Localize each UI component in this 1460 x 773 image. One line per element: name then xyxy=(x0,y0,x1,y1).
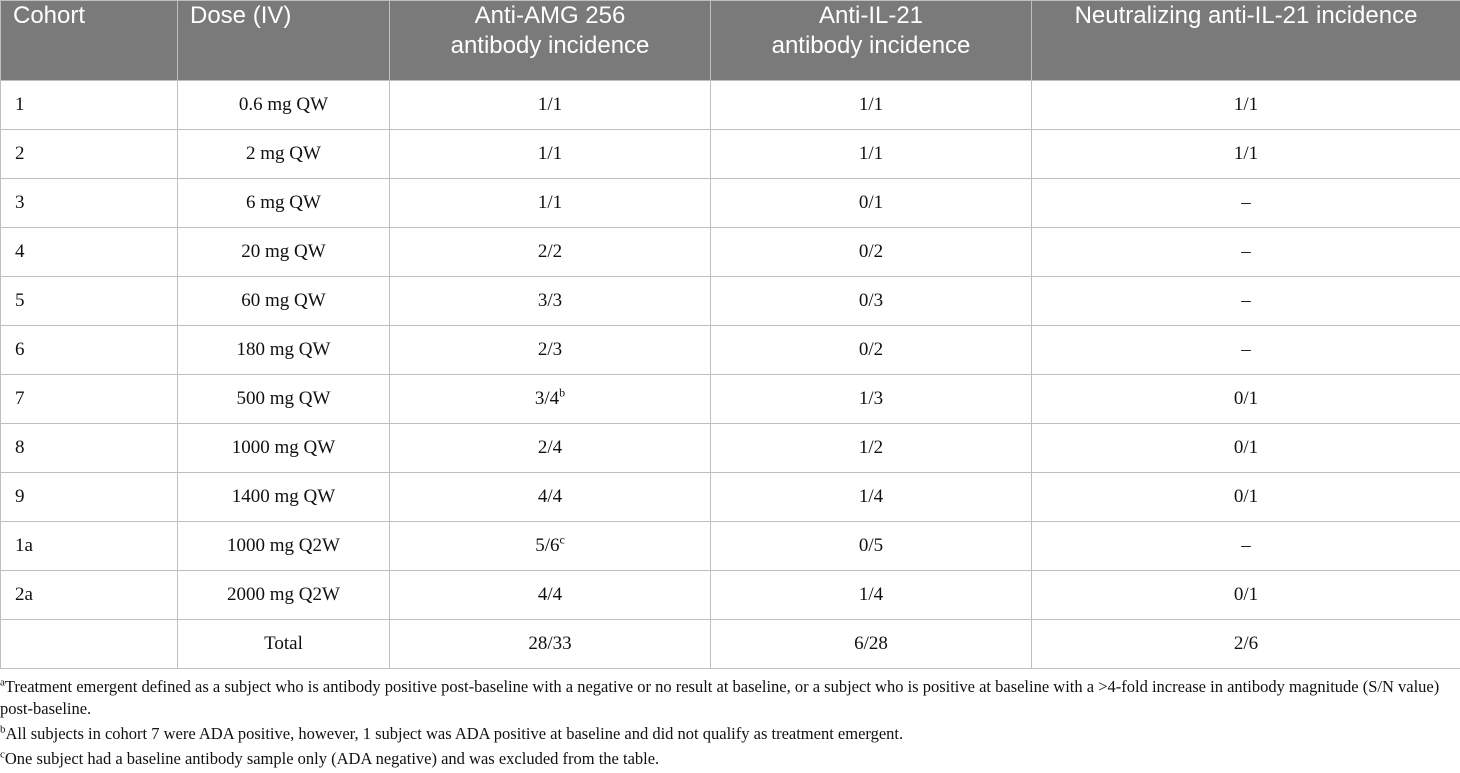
neutralizing-cell xyxy=(1032,424,1460,473)
table-row xyxy=(1,522,1460,571)
anti-il21-cell-value: 0/3 xyxy=(858,290,884,311)
neutralizing-cell-value: – xyxy=(1241,339,1251,360)
cohort-cell xyxy=(1,522,178,571)
anti-amg256-cell-value: 2/4 xyxy=(537,437,563,458)
dose-cell-value: 6 mg QW xyxy=(246,192,321,213)
anti-il21-cell-value: 1/3 xyxy=(858,388,884,409)
anti-amg256-cell xyxy=(390,375,711,424)
dose-cell xyxy=(178,522,390,571)
cohort-cell-value: 1a xyxy=(15,535,33,556)
dose-cell-value: 2 mg QW xyxy=(246,143,321,164)
header-anti-amg256 xyxy=(390,1,711,81)
footnote-a xyxy=(0,676,1460,720)
anti-amg256-cell-value: 1/1 xyxy=(537,94,563,115)
dose-cell-value: 180 mg QW xyxy=(236,339,331,360)
anti-il21-cell-value: 0/2 xyxy=(858,241,884,262)
neutralizing-cell xyxy=(1032,130,1460,179)
anti-amg256-cell-value: 1/1 xyxy=(537,143,563,164)
anti-il21-cell xyxy=(711,130,1032,179)
neutralizing-cell-value: – xyxy=(1241,192,1251,213)
anti-il21-cell-value: 1/1 xyxy=(858,143,884,164)
anti-amg256-cell xyxy=(390,81,711,130)
anti-amg256-cell xyxy=(390,130,711,179)
table-row xyxy=(1,571,1460,620)
anti-il21-cell xyxy=(711,375,1032,424)
anti-il21-cell xyxy=(711,326,1032,375)
dose-cell-value: 0.6 mg QW xyxy=(238,94,329,115)
dose-cell-value: 1000 mg QW xyxy=(231,437,336,458)
neutralizing-cell xyxy=(1032,375,1460,424)
dose-cell xyxy=(178,424,390,473)
dose-cell-value: 20 mg QW xyxy=(241,241,326,262)
header-line: Neutralizing anti-IL-21 incidence xyxy=(1074,2,1418,29)
cohort-cell-value: 9 xyxy=(15,486,25,507)
header-anti-il21 xyxy=(711,1,1032,81)
table-row xyxy=(1,375,1460,424)
cohort-cell xyxy=(1,571,178,620)
header-line: Anti-IL-21 xyxy=(818,2,924,29)
footnote-text: One subject had a baseline antibody sample only (ADA negative) and was excluded from the table. xyxy=(4,749,660,768)
neutralizing-cell-value: 1/1 xyxy=(1233,143,1259,164)
table-row xyxy=(1,130,1460,179)
neutralizing-cell xyxy=(1032,81,1460,130)
cohort-cell-value: 5 xyxy=(15,290,25,311)
footnote-text: Treatment emergent defined as a subject who is antibody positive post-baseline with a negative or no result at baseline, or a subject who is positive at baseline with a >4-fold increase in antibody magnitude (S/N value) post-baseline. xyxy=(0,677,1440,718)
dose-cell-value: 60 mg QW xyxy=(241,290,326,311)
neutralizing-cell xyxy=(1032,179,1460,228)
footnote-text: All subjects in cohort 7 were ADA positive, however, 1 subject was ADA positive at baseline and did not qualify as treatment emergent. xyxy=(5,724,904,743)
cohort-cell xyxy=(1,326,178,375)
anti-amg256-cell xyxy=(390,522,711,571)
table-row xyxy=(1,277,1460,326)
anti-amg256-cell-value: 28/33 xyxy=(528,633,572,654)
anti-il21-cell-value: 1/1 xyxy=(858,94,884,115)
cohort-cell xyxy=(1,620,178,669)
cohort-cell-value: 2 xyxy=(15,143,25,164)
anti-il21-cell xyxy=(711,522,1032,571)
anti-il21-cell-value: 0/5 xyxy=(858,535,884,556)
anti-amg256-cell-value: 2/3 xyxy=(537,339,563,360)
neutralizing-cell-value: 0/1 xyxy=(1233,437,1259,458)
dose-cell xyxy=(178,620,390,669)
dose-cell xyxy=(178,473,390,522)
anti-il21-cell xyxy=(711,277,1032,326)
anti-amg256-cell-value: 4/4 xyxy=(537,486,563,507)
anti-amg256-cell xyxy=(390,571,711,620)
dose-cell-value: 1000 mg Q2W xyxy=(227,535,340,556)
anti-il21-cell-value: 6/28 xyxy=(854,633,888,654)
cohort-cell-value: 7 xyxy=(15,388,25,409)
anti-amg256-cell xyxy=(390,228,711,277)
footnotes xyxy=(0,676,1460,773)
anti-il21-cell xyxy=(711,179,1032,228)
anti-il21-cell xyxy=(711,228,1032,277)
neutralizing-cell-value: 0/1 xyxy=(1233,388,1259,409)
table-row xyxy=(1,81,1460,130)
cohort-cell xyxy=(1,179,178,228)
neutralizing-cell-value: – xyxy=(1241,535,1251,556)
cohort-cell xyxy=(1,375,178,424)
anti-il21-cell xyxy=(711,81,1032,130)
footnote-c xyxy=(0,748,1460,770)
header-line: Dose (IV) xyxy=(190,2,292,29)
dose-cell xyxy=(178,81,390,130)
footnote-mark: b xyxy=(0,723,6,736)
cohort-cell-value: 2a xyxy=(15,584,33,605)
neutralizing-cell-value: – xyxy=(1241,241,1251,262)
neutralizing-cell-value: 1/1 xyxy=(1233,94,1259,115)
anti-amg256-cell-value: 2/2 xyxy=(537,241,563,262)
anti-amg256-cell xyxy=(390,473,711,522)
neutralizing-cell-value: – xyxy=(1241,290,1251,311)
header-neutralizing xyxy=(1032,1,1460,81)
dose-cell xyxy=(178,375,390,424)
footnote-b xyxy=(0,723,1460,745)
dose-cell xyxy=(178,228,390,277)
anti-amg256-cell xyxy=(390,620,711,669)
footnote-mark: c xyxy=(0,748,5,761)
cohort-cell-value: 1 xyxy=(15,94,25,115)
header-dose xyxy=(178,1,390,81)
anti-il21-cell xyxy=(711,473,1032,522)
header-line: Cohort xyxy=(13,2,86,29)
anti-amg256-cell xyxy=(390,179,711,228)
neutralizing-cell xyxy=(1032,277,1460,326)
table-body xyxy=(1,81,1460,669)
cohort-cell-value: 6 xyxy=(15,339,25,360)
table-row xyxy=(1,620,1460,669)
neutralizing-cell xyxy=(1032,326,1460,375)
dose-cell-value: 1400 mg QW xyxy=(231,486,336,507)
neutralizing-cell-value: 0/1 xyxy=(1233,486,1259,507)
neutralizing-cell-value: 0/1 xyxy=(1233,584,1259,605)
anti-il21-cell xyxy=(711,571,1032,620)
dose-cell-value: 2000 mg Q2W xyxy=(227,584,340,605)
table-row xyxy=(1,424,1460,473)
footnote-mark: a xyxy=(0,676,5,689)
footnote-marker: b xyxy=(559,385,566,400)
anti-amg256-cell-value: 3/4 xyxy=(534,388,560,409)
anti-amg256-cell-value: 5/6 xyxy=(535,535,560,556)
cohort-cell-value: 8 xyxy=(15,437,25,458)
cohort-cell-value: 3 xyxy=(15,192,25,213)
neutralizing-cell xyxy=(1032,620,1460,669)
dose-cell-value: 500 mg QW xyxy=(236,388,331,409)
anti-il21-cell-value: 1/2 xyxy=(858,437,884,458)
header-line: Anti-AMG 256 xyxy=(474,2,626,29)
cohort-cell xyxy=(1,228,178,277)
dose-cell-value: Total xyxy=(264,633,303,654)
dose-cell xyxy=(178,179,390,228)
cohort-cell xyxy=(1,424,178,473)
anti-amg256-cell xyxy=(390,326,711,375)
anti-amg256-cell-value: 4/4 xyxy=(537,584,563,605)
table-row xyxy=(1,228,1460,277)
neutralizing-cell xyxy=(1032,522,1460,571)
anti-il21-cell-value: 0/2 xyxy=(858,339,884,360)
cohort-cell xyxy=(1,130,178,179)
neutralizing-cell xyxy=(1032,228,1460,277)
cohort-cell xyxy=(1,473,178,522)
neutralizing-cell xyxy=(1032,473,1460,522)
header-line: antibody incidence xyxy=(450,32,650,59)
table-row xyxy=(1,473,1460,522)
table-row xyxy=(1,179,1460,228)
anti-il21-cell xyxy=(711,620,1032,669)
header-cohort xyxy=(1,1,178,81)
anti-amg256-cell xyxy=(390,424,711,473)
anti-il21-cell-value: 0/1 xyxy=(858,192,884,213)
cohort-cell xyxy=(1,81,178,130)
dose-cell xyxy=(178,130,390,179)
neutralizing-cell-value: 2/6 xyxy=(1233,633,1259,654)
anti-il21-cell-value: 1/4 xyxy=(858,486,884,507)
cohort-cell-value: 4 xyxy=(15,241,25,262)
anti-amg256-cell-value: 3/3 xyxy=(537,290,563,311)
dose-cell xyxy=(178,277,390,326)
dose-cell xyxy=(178,326,390,375)
table-row xyxy=(1,326,1460,375)
header-row xyxy=(1,1,1460,81)
anti-amg256-cell xyxy=(390,277,711,326)
header-line: antibody incidence xyxy=(771,32,971,59)
anti-il21-cell-value: 1/4 xyxy=(858,584,884,605)
cohort-cell xyxy=(1,277,178,326)
neutralizing-cell xyxy=(1032,571,1460,620)
anti-il21-cell xyxy=(711,424,1032,473)
dose-cell xyxy=(178,571,390,620)
table-header xyxy=(1,1,1460,81)
anti-amg256-cell-value: 1/1 xyxy=(537,192,563,213)
footnote-marker: c xyxy=(559,532,565,547)
